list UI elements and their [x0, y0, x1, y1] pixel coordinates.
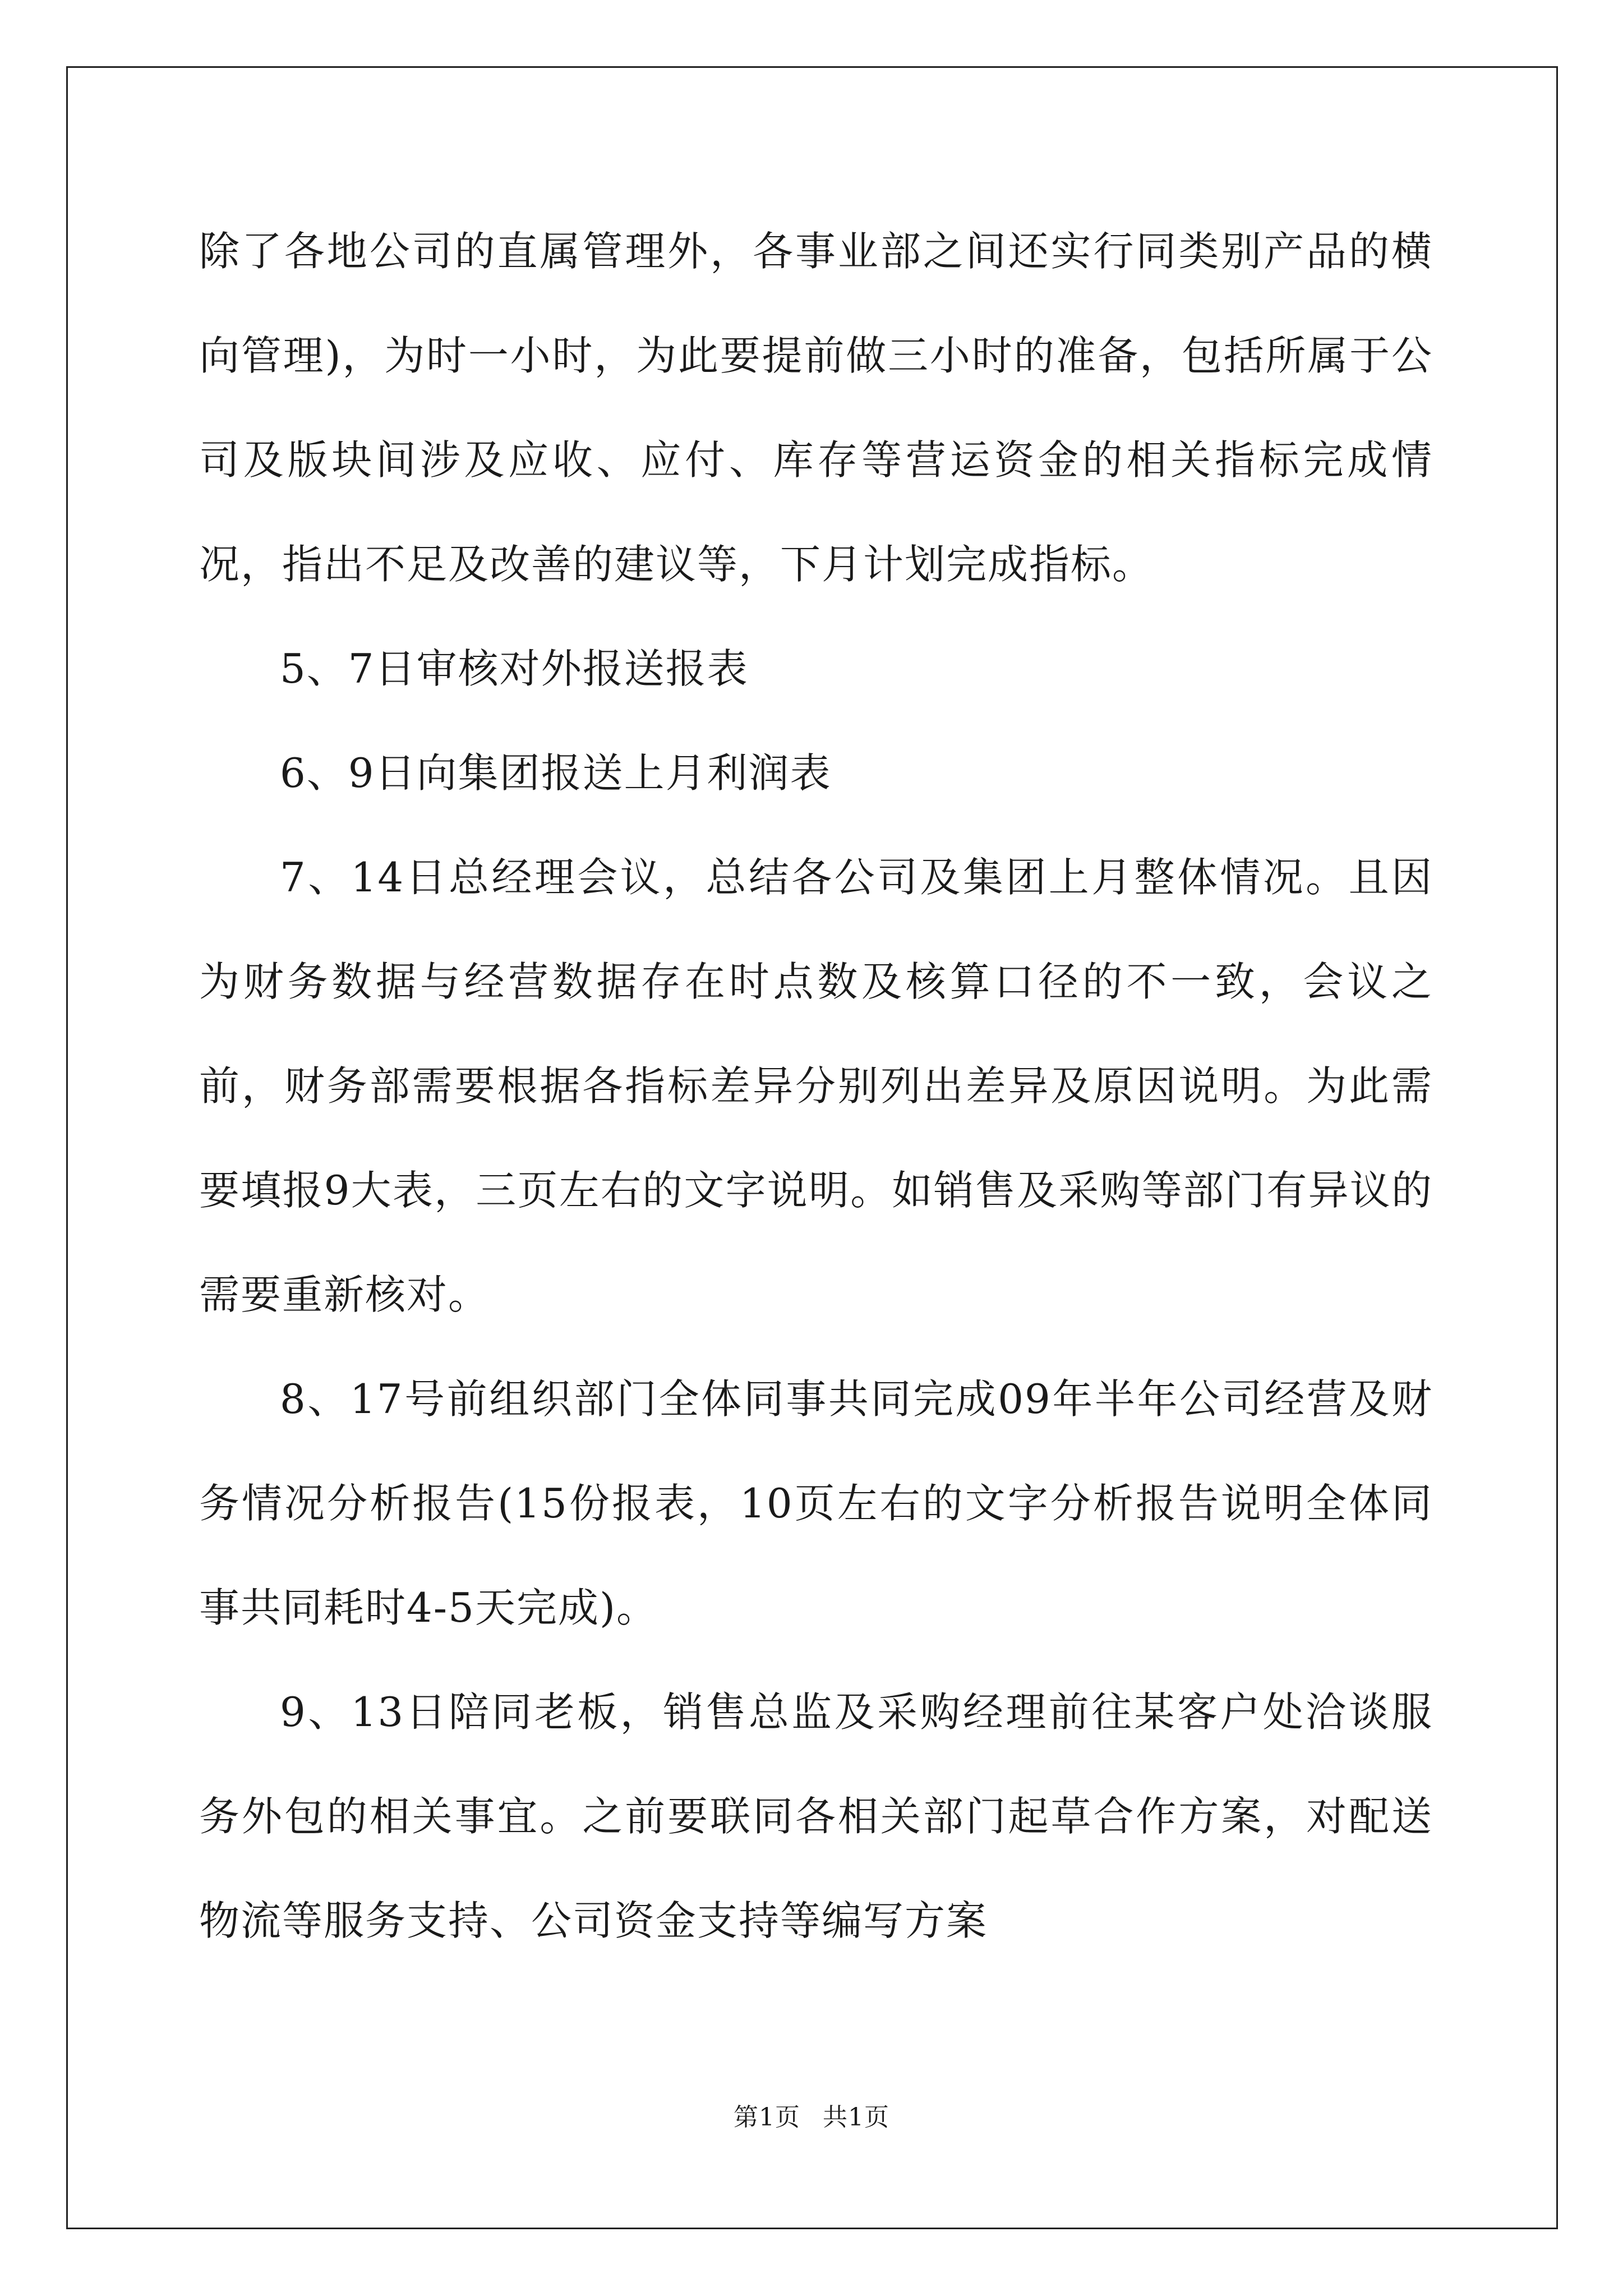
- document-body: [199, 199, 1433, 1973]
- paragraph-5: 8、17号前组织部门全体同事共同完成09年半年公司经营及财务情况分析报告(15份报表，10页左右的文字分析报告说明全体同事共同耗时4-5天完成)。: [199, 1375, 1433, 1631]
- paragraph-3: 6、9日向集团报送上月利润表: [280, 749, 832, 797]
- page-footer: [0, 2101, 1623, 2134]
- paragraph-4: 7、14日总经理会议，总结各公司及集团上月整体情况。且因为财务数据与经营数据存在时点数及核算口径的不一致，会议之前，财务部需要根据各指标差异分别列出差异及原因说明。为此需要填报9大表，三页左右的文字说明。如销售及采购等部门有异议的需要重新核对。: [199, 854, 1433, 1318]
- paragraph-6: 9、13日陪同老板，销售总监及采购经理前往某客户处洽谈服务外包的相关事宜。之前要联同各相关部门起草合作方案，对配送物流等服务支持、公司资金支持等编写方案: [199, 1688, 1433, 1944]
- paragraph-2: 5、7日审核对外报送报表: [280, 645, 749, 692]
- paragraph-1: 除了各地公司的直属管理外，各事业部之间还实行同类别产品的横向管理)，为时一小时，为此要提前做三小时的准备，包括所属于公司及版块间涉及应收、应付、库存等营运资金的相关指标完成情况，指出不足及改善的建议等，下月计划完成指标。: [199, 228, 1433, 588]
- page-number-current: 第1页: [734, 2103, 800, 2132]
- page-number-total: 共1页: [823, 2103, 889, 2132]
